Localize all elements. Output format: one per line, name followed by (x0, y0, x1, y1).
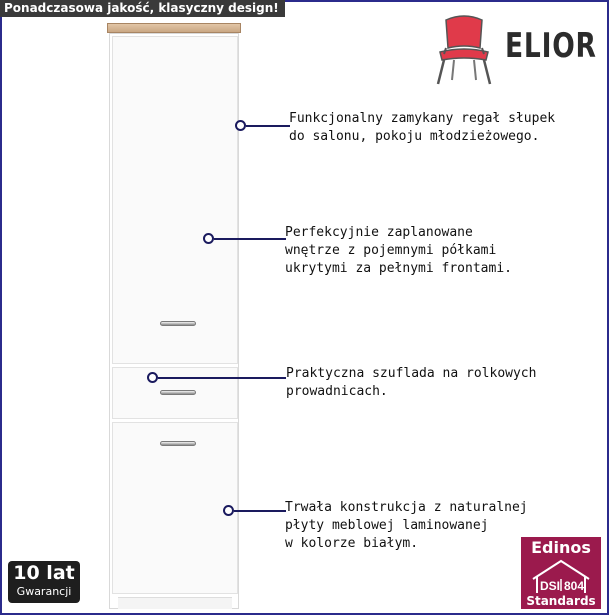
callout-line (158, 377, 286, 379)
edinos-standards-badge (521, 537, 601, 609)
lower-door (112, 422, 238, 594)
upper-door (112, 36, 238, 364)
warranty-badge (8, 561, 80, 603)
svg-text:DSI: DSI (540, 579, 561, 593)
callout-marker (203, 233, 214, 244)
callout-line (214, 238, 286, 240)
drawer-front (112, 367, 238, 419)
edinos-standards-label: Standards (526, 594, 596, 608)
callout-text: Trwała konstrukcja z naturalnej płyty meblowej laminowanej w kolorze białym. (285, 500, 528, 551)
lower-door-handle (160, 441, 196, 446)
callout-text: Praktyczna szuflada na rolkowych prowadnicach. (286, 366, 537, 399)
brand-logo-text: ELIOR (505, 26, 597, 66)
cabinet-plinth (118, 597, 232, 609)
callout-marker (223, 505, 234, 516)
warranty-years: 10 lat (13, 562, 75, 584)
warranty-label: Gwarancji (16, 585, 72, 598)
cabinet-body (109, 33, 239, 609)
upper-door-handle (160, 321, 196, 326)
callout-marker (147, 372, 158, 383)
callout-line (234, 510, 286, 512)
cabinet-top-board (107, 23, 241, 33)
drawer-handle (160, 390, 196, 395)
dsi-804-mark (525, 557, 597, 595)
callout-marker (235, 120, 246, 131)
callout-text: Funkcjonalny zamykany regał słupek do salonu, pokoju młodzieżowego. (289, 111, 556, 144)
callout-text: Perfekcyjnie zaplanowane wnętrze z pojemnymi półkami ukrytymi za pełnymi frontami. (285, 225, 512, 276)
svg-text:804: 804 (564, 579, 585, 593)
callout-line (246, 125, 290, 127)
promo-banner: Ponadczasowa jakość, klasyczny design! (0, 0, 285, 17)
cabinet-image (107, 23, 241, 609)
edinos-title: Edinos (531, 538, 591, 557)
chair-icon (432, 14, 496, 86)
